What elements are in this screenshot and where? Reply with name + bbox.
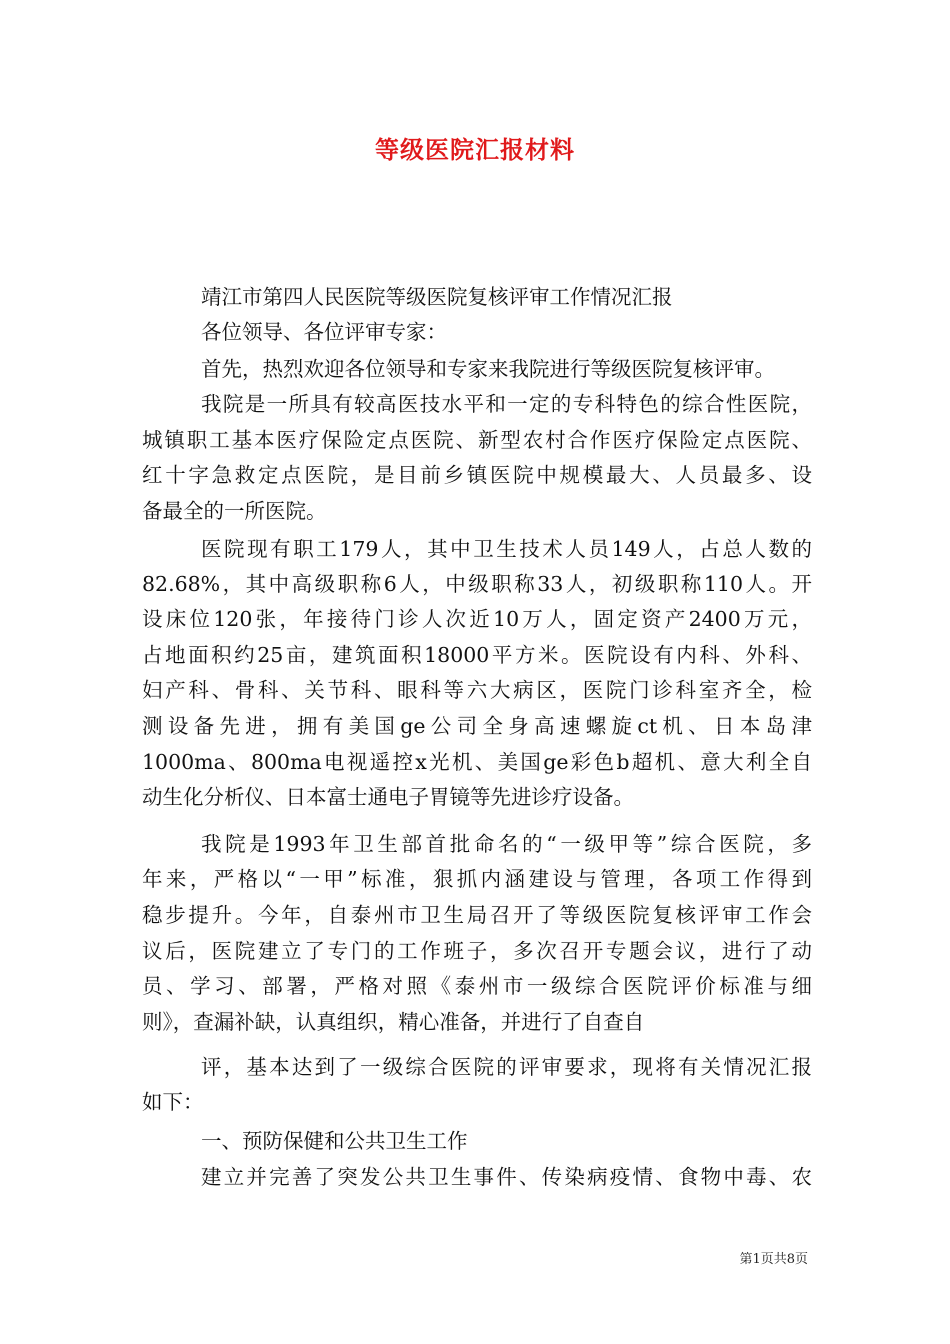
text-line: 评，基本达到了一级综合医院的评审要求，现将有关情况汇报 <box>201 1055 812 1079</box>
text-line: 测设备先进，拥有美国ge公司全身高速螺旋ct机、日本岛津 <box>142 714 812 738</box>
text-line: 我院是1993年卫生部首批命名的“一级甲等”综合医院，多 <box>201 832 812 856</box>
text-line: 稳步提升。今年，自泰州市卫生局召开了等级医院复核评审工作会 <box>142 903 812 927</box>
text-line: 建立并完善了突发公共卫生事件、传染病疫情、食物中毒、农 <box>201 1165 812 1189</box>
text-line: 医院现有职工179人，其中卫生技术人员149人，占总人数的 <box>201 537 812 561</box>
text-line: 占地面积约25亩，建筑面积18000平方米。医院设有内科、外科、 <box>142 643 812 667</box>
text-line: 妇产科、骨科、关节科、眼科等六大病区，医院门诊科室齐全，检 <box>142 678 812 702</box>
text-line: 则》，查漏补缺，认真组织，精心准备，并进行了自查自 <box>142 1010 645 1034</box>
page-number: 第1页共8页 <box>739 1252 808 1267</box>
text-line: 城镇职工基本医疗保险定点医院、新型农村合作医疗保险定点医院、 <box>142 428 812 452</box>
text-line: 员、学习、部署，严格对照《泰州市一级综合医院评价标准与细 <box>142 974 812 998</box>
text-line: 动生化分析仪、日本富士通电子胃镜等先进诊疗设备。 <box>142 785 634 809</box>
text-line: 1000ma、800ma电视遥控x光机、美国ge彩色b超机、意大利全自 <box>142 750 812 774</box>
section-heading: 一、预防保健和公共卫生工作 <box>201 1129 468 1153</box>
text-line: 备最全的一所医院。 <box>142 499 327 523</box>
text-line: 议后，医院建立了专门的工作班子，多次召开专题会议，进行了动 <box>142 939 812 963</box>
text-line: 82.68%，其中高级职称6人，中级职称33人，初级职称110人。开 <box>142 572 812 596</box>
text-line: 年来，严格以“一甲”标准，狠抓内涵建设与管理，各项工作得到 <box>142 867 812 891</box>
text-line: 设床位120张，年接待门诊人次近10万人，固定资产2400万元， <box>142 607 812 631</box>
text-line: 我院是一所具有较高医技水平和一定的专科特色的综合性医院， <box>201 392 812 416</box>
text-line: 首先，热烈欢迎各位领导和专家来我院进行等级医院复核评审。 <box>201 357 775 381</box>
text-line: 各位领导、各位评审专家： <box>201 320 447 344</box>
text-line: 红十字急救定点医院，是目前乡镇医院中规模最大、人员最多、设 <box>142 463 812 487</box>
text-line: 靖江市第四人民医院等级医院复核评审工作情况汇报 <box>201 285 673 309</box>
document-title: 等级医院汇报材料 <box>375 135 575 164</box>
text-line: 如下： <box>142 1090 204 1114</box>
